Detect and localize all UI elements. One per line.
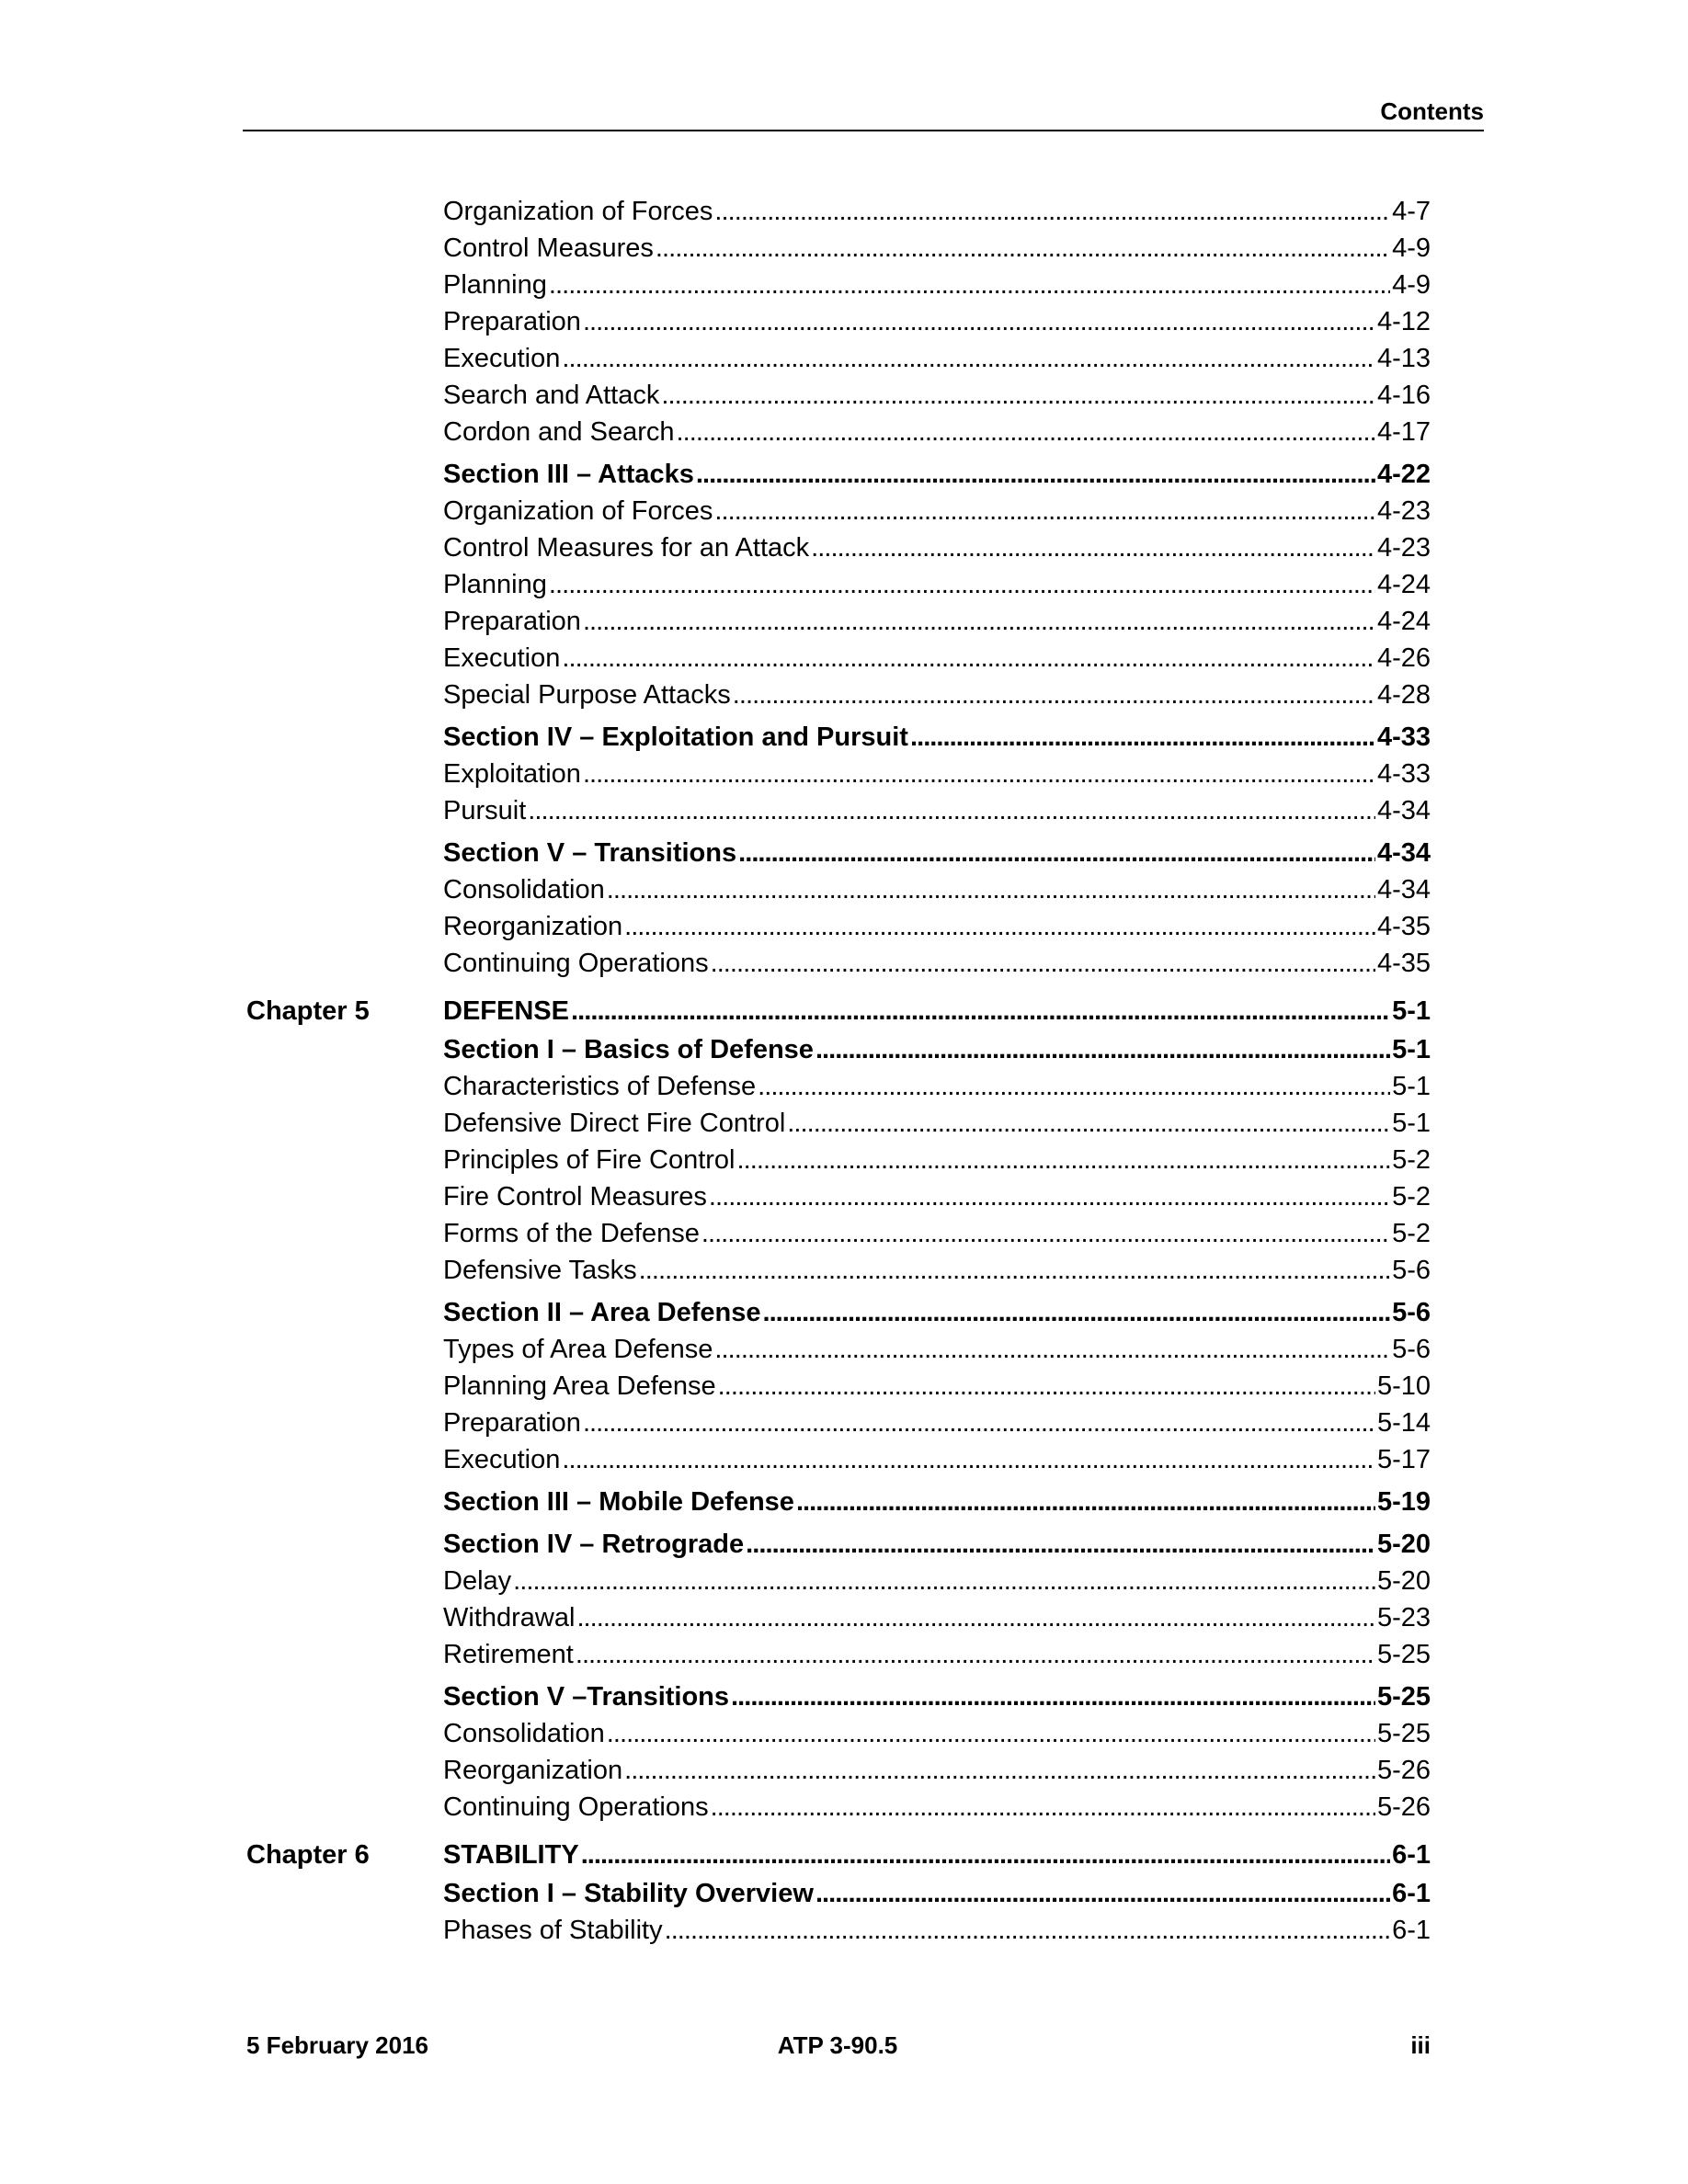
toc-title: Preparation: [443, 1408, 581, 1438]
dot-leader: [746, 1526, 1375, 1563]
toc-section-heading[interactable]: [243, 456, 1438, 493]
toc-entry-line: [443, 945, 1431, 982]
toc-entry[interactable]: [243, 340, 1438, 377]
toc-title: Exploitation: [443, 759, 581, 789]
toc-page-number: 6-1: [1392, 1840, 1431, 1870]
toc-entry-line: [443, 1599, 1431, 1636]
toc-page-number: 4-13: [1376, 344, 1431, 373]
toc-entry-line: [443, 1031, 1431, 1068]
dot-leader: [696, 456, 1375, 493]
toc-title: Organization of Forces: [443, 496, 713, 526]
toc-title: Characteristics of Defense: [443, 1072, 757, 1101]
dot-leader: [709, 1178, 1390, 1215]
toc-entry[interactable]: [243, 1789, 1438, 1826]
toc-entry[interactable]: [243, 1215, 1438, 1252]
toc-title: Withdrawal: [443, 1603, 576, 1632]
toc-title: Cordon and Search: [443, 417, 675, 447]
toc-chapter-heading[interactable]: [243, 991, 1438, 1031]
toc-title: Special Purpose Attacks: [443, 680, 731, 710]
toc-title: Planning: [443, 570, 547, 599]
toc-title: Section III – Mobile Defense: [443, 1487, 794, 1517]
toc-page-number: 4-12: [1376, 307, 1431, 336]
toc-entry-line: [443, 1526, 1431, 1563]
toc-title: Preparation: [443, 307, 581, 336]
toc-page-number: 5-1: [1392, 1109, 1431, 1138]
toc-page-number: 4-28: [1376, 680, 1431, 710]
toc-entry[interactable]: [243, 414, 1438, 450]
toc-entry[interactable]: [243, 640, 1438, 677]
toc-section-heading[interactable]: [243, 835, 1438, 871]
toc-entry-line: [443, 1068, 1431, 1105]
toc-page-number: 4-34: [1376, 838, 1431, 868]
toc-title: Consolidation: [443, 1719, 605, 1748]
toc-entry-line: [443, 377, 1431, 414]
toc-page-number: 4-17: [1376, 417, 1431, 447]
toc-entry[interactable]: [243, 493, 1438, 529]
toc-title: Reorganization: [443, 1756, 623, 1785]
toc-entry[interactable]: [243, 1599, 1438, 1636]
toc-entry-line: [443, 1835, 1431, 1875]
footer-publication: ATP 3-90.5: [777, 2031, 898, 2059]
toc-entry-line: [443, 1678, 1431, 1715]
toc-page-number: 5-1: [1392, 1072, 1431, 1101]
toc-title: Section V –Transitions: [443, 1682, 730, 1712]
toc-entry-line: [443, 1875, 1431, 1912]
toc-entry[interactable]: [243, 1105, 1438, 1142]
toc-page-number: 6-1: [1392, 1916, 1431, 1945]
dot-leader: [714, 493, 1375, 529]
toc-entry[interactable]: [243, 908, 1438, 945]
dot-leader: [583, 603, 1375, 640]
toc-page-number: 5-2: [1392, 1219, 1431, 1248]
toc-page-number: 4-7: [1392, 197, 1431, 226]
toc-page-number: 4-9: [1392, 233, 1431, 263]
header-rule: [243, 130, 1484, 131]
toc-page-number: 5-1: [1392, 996, 1431, 1026]
toc-title: Section IV – Retrograde: [443, 1530, 745, 1559]
dot-leader: [549, 566, 1375, 603]
toc-entry[interactable]: [243, 1142, 1438, 1178]
toc-page-number: 4-9: [1392, 270, 1431, 300]
dot-leader: [562, 1441, 1375, 1478]
toc-title: Preparation: [443, 607, 581, 636]
toc-entry-line: [443, 267, 1431, 303]
toc-title: Execution: [443, 643, 561, 673]
toc-entry-line: [443, 414, 1431, 450]
toc-title: Retirement: [443, 1640, 574, 1669]
toc-entry[interactable]: [243, 1912, 1438, 1949]
toc-title: Execution: [443, 344, 561, 373]
toc-entry-line: [443, 908, 1431, 945]
dot-leader: [787, 1105, 1390, 1142]
toc-entry-line: [443, 303, 1431, 340]
toc-title: DEFENSE: [443, 996, 569, 1026]
toc-entry[interactable]: [243, 945, 1438, 982]
toc-entry[interactable]: [243, 230, 1438, 267]
toc-entry[interactable]: [243, 1368, 1438, 1405]
dot-leader: [656, 230, 1390, 267]
toc-section-heading[interactable]: [243, 719, 1438, 756]
toc-page-number: 5-6: [1392, 1298, 1431, 1327]
chapter-label: Chapter 5: [246, 996, 370, 1026]
toc-page-number: 4-16: [1376, 381, 1431, 410]
dot-leader: [758, 1068, 1390, 1105]
toc-section-heading[interactable]: [243, 1484, 1438, 1520]
dot-leader: [815, 1875, 1390, 1912]
toc-entry[interactable]: [243, 1441, 1438, 1478]
toc-entry-line: [443, 677, 1431, 713]
toc-entry-line: [443, 1142, 1431, 1178]
toc-page-number: 4-35: [1376, 912, 1431, 941]
toc-title: Types of Area Defense: [443, 1335, 713, 1364]
dot-leader: [661, 377, 1375, 414]
toc-entry[interactable]: [243, 1636, 1438, 1673]
dot-leader: [815, 1031, 1390, 1068]
toc-title: Principles of Fire Control: [443, 1145, 736, 1175]
toc-entry[interactable]: [243, 566, 1438, 603]
toc-page-number: 5-25: [1376, 1640, 1431, 1669]
toc-page-number: 5-25: [1376, 1682, 1431, 1712]
toc-page-number: 5-17: [1376, 1445, 1431, 1474]
toc-title: Execution: [443, 1445, 561, 1474]
toc-page-number: 5-6: [1392, 1256, 1431, 1285]
toc-entry-line: [443, 1789, 1431, 1826]
toc-entry-line: [443, 1105, 1431, 1142]
dot-leader: [714, 193, 1390, 230]
toc-title: Defensive Tasks: [443, 1256, 637, 1285]
toc-page-number: 5-20: [1376, 1566, 1431, 1596]
toc-page-number: 5-23: [1376, 1603, 1431, 1632]
dot-leader: [576, 1636, 1375, 1673]
dot-leader: [583, 303, 1375, 340]
toc-entry[interactable]: [243, 792, 1438, 829]
dot-leader: [624, 908, 1375, 945]
toc-title: Phases of Stability: [443, 1916, 663, 1945]
toc-section-heading[interactable]: [243, 1031, 1438, 1068]
toc-page-number: 4-24: [1376, 607, 1431, 636]
toc-entry-line: [443, 719, 1431, 756]
toc-entry-line: [443, 230, 1431, 267]
toc-entry-line: [443, 1752, 1431, 1789]
toc-entry[interactable]: [243, 267, 1438, 303]
toc-title: Section I – Stability Overview: [443, 1879, 814, 1908]
toc-entry-line: [443, 1912, 1431, 1949]
dot-leader: [583, 1405, 1375, 1441]
toc-entry[interactable]: [243, 1715, 1438, 1752]
footer-date: 5 February 2016: [246, 2031, 429, 2059]
toc-title: Delay: [443, 1566, 512, 1596]
toc-entry-line: [443, 835, 1431, 871]
chapter-label: Chapter 6: [246, 1840, 370, 1870]
toc-title: Section II – Area Defense: [443, 1298, 761, 1327]
toc-page-number: 5-19: [1376, 1487, 1431, 1517]
dot-leader: [737, 1142, 1391, 1178]
toc-entry[interactable]: [243, 756, 1438, 792]
dot-leader: [701, 1215, 1390, 1252]
toc-title: Control Measures: [443, 233, 654, 263]
footer-page-number: iii: [1410, 2031, 1431, 2059]
toc-page-number: 4-33: [1376, 722, 1431, 752]
toc-page-number: 5-6: [1392, 1335, 1431, 1364]
dot-leader: [762, 1294, 1390, 1331]
toc-entry[interactable]: [243, 1752, 1438, 1789]
toc-title: Section III – Attacks: [443, 460, 694, 489]
running-header-title: Contents: [1380, 97, 1484, 125]
dot-leader: [677, 414, 1375, 450]
toc-title: Pursuit: [443, 796, 527, 825]
dot-leader: [549, 267, 1390, 303]
toc-entry-line: [443, 991, 1431, 1031]
toc-title: Control Measures for an Attack: [443, 533, 810, 563]
toc-entry-line: [443, 1405, 1431, 1441]
dot-leader: [624, 1752, 1375, 1789]
toc-page-number: 5-10: [1376, 1371, 1431, 1401]
toc-page-number: 4-23: [1376, 496, 1431, 526]
toc-entry-line: [443, 871, 1431, 908]
toc-entry[interactable]: [243, 1252, 1438, 1289]
dot-leader: [910, 719, 1375, 756]
toc-entry-line: [443, 566, 1431, 603]
toc-entry[interactable]: [243, 1405, 1438, 1441]
toc-entry-line: [443, 1441, 1431, 1478]
dot-leader: [562, 640, 1375, 677]
toc-page-number: 4-34: [1376, 796, 1431, 825]
toc-title: Section V – Transitions: [443, 838, 737, 868]
toc-entry-line: [443, 529, 1431, 566]
toc-entry[interactable]: [243, 529, 1438, 566]
toc-section-heading[interactable]: [243, 1526, 1438, 1563]
toc-entry-line: [443, 340, 1431, 377]
toc-entry-line: [443, 456, 1431, 493]
toc-entry-line: [443, 1715, 1431, 1752]
dot-leader: [811, 529, 1375, 566]
toc-entry-line: [443, 1178, 1431, 1215]
toc-entry-line: [443, 1331, 1431, 1368]
toc-page-number: 5-14: [1376, 1408, 1431, 1438]
dot-leader: [528, 792, 1375, 829]
toc-page-number: 4-33: [1376, 759, 1431, 789]
dot-leader: [581, 1835, 1390, 1875]
toc-entry[interactable]: [243, 603, 1438, 640]
toc-page-number: 4-34: [1376, 875, 1431, 904]
toc-section-heading[interactable]: [243, 1875, 1438, 1912]
toc-entry-line: [443, 1484, 1431, 1520]
dot-leader: [738, 835, 1375, 871]
toc-entry[interactable]: [243, 193, 1438, 230]
dot-leader: [571, 991, 1390, 1031]
toc-title: Organization of Forces: [443, 197, 713, 226]
toc-page-number: 6-1: [1392, 1879, 1431, 1908]
toc-page-number: 5-25: [1376, 1719, 1431, 1748]
dot-leader: [639, 1252, 1390, 1289]
dot-leader: [607, 1715, 1375, 1752]
toc-entry-line: [443, 603, 1431, 640]
dot-leader: [731, 1678, 1375, 1715]
toc-title: Planning: [443, 270, 547, 300]
toc-page-number: 5-26: [1376, 1792, 1431, 1822]
toc-page-number: 4-35: [1376, 949, 1431, 978]
dot-leader: [733, 677, 1375, 713]
toc-title: Forms of the Defense: [443, 1219, 700, 1248]
dot-leader: [718, 1368, 1375, 1405]
dot-leader: [711, 945, 1375, 982]
toc-entry-line: [443, 792, 1431, 829]
toc-page-number: 5-1: [1392, 1035, 1431, 1064]
toc-section-heading[interactable]: [243, 1294, 1438, 1331]
toc-entry-line: [443, 493, 1431, 529]
dot-leader: [711, 1789, 1375, 1826]
toc-title: Consolidation: [443, 875, 605, 904]
toc-entry-line: [443, 756, 1431, 792]
toc-page-number: 4-23: [1376, 533, 1431, 563]
toc-entry-line: [443, 1563, 1431, 1599]
toc-title: Reorganization: [443, 912, 623, 941]
toc-section-heading[interactable]: [243, 1678, 1438, 1715]
toc-entry[interactable]: [243, 377, 1438, 414]
table-of-contents: [243, 193, 1438, 1949]
toc-title: Defensive Direct Fire Control: [443, 1109, 786, 1138]
dot-leader: [583, 756, 1375, 792]
toc-entry-line: [443, 1294, 1431, 1331]
dot-leader: [665, 1912, 1391, 1949]
toc-page-number: 5-26: [1376, 1756, 1431, 1785]
toc-page-number: 5-2: [1392, 1182, 1431, 1211]
toc-title: Continuing Operations: [443, 949, 709, 978]
toc-page-number: 4-24: [1376, 570, 1431, 599]
toc-entry-line: [443, 193, 1431, 230]
toc-title: Planning Area Defense: [443, 1371, 716, 1401]
toc-page-number: 4-22: [1376, 460, 1431, 489]
toc-entry-line: [443, 1215, 1431, 1252]
toc-page-number: 4-26: [1376, 643, 1431, 673]
toc-entry[interactable]: [243, 1331, 1438, 1368]
toc-title: STABILITY: [443, 1840, 579, 1870]
dot-leader: [714, 1331, 1390, 1368]
toc-entry[interactable]: [243, 1178, 1438, 1215]
page-footer: [243, 2030, 1432, 2061]
toc-title: Fire Control Measures: [443, 1182, 707, 1211]
dot-leader: [796, 1484, 1375, 1520]
dot-leader: [576, 1599, 1375, 1636]
dot-leader: [607, 871, 1375, 908]
toc-title: Section IV – Exploitation and Pursuit: [443, 722, 908, 752]
toc-entry[interactable]: [243, 871, 1438, 908]
dot-leader: [513, 1563, 1375, 1599]
toc-entry-line: [443, 1636, 1431, 1673]
toc-entry[interactable]: [243, 1563, 1438, 1599]
toc-title: Search and Attack: [443, 381, 660, 410]
toc-entry-line: [443, 640, 1431, 677]
toc-title: Continuing Operations: [443, 1792, 709, 1822]
toc-entry[interactable]: [243, 303, 1438, 340]
toc-page-number: 5-2: [1392, 1145, 1431, 1175]
toc-entry[interactable]: [243, 1068, 1438, 1105]
dot-leader: [562, 340, 1375, 377]
toc-chapter-heading[interactable]: [243, 1835, 1438, 1875]
toc-entry[interactable]: [243, 677, 1438, 713]
toc-entry-line: [443, 1368, 1431, 1405]
toc-title: Section I – Basics of Defense: [443, 1035, 814, 1064]
toc-page-number: 5-20: [1376, 1530, 1431, 1559]
toc-entry-line: [443, 1252, 1431, 1289]
